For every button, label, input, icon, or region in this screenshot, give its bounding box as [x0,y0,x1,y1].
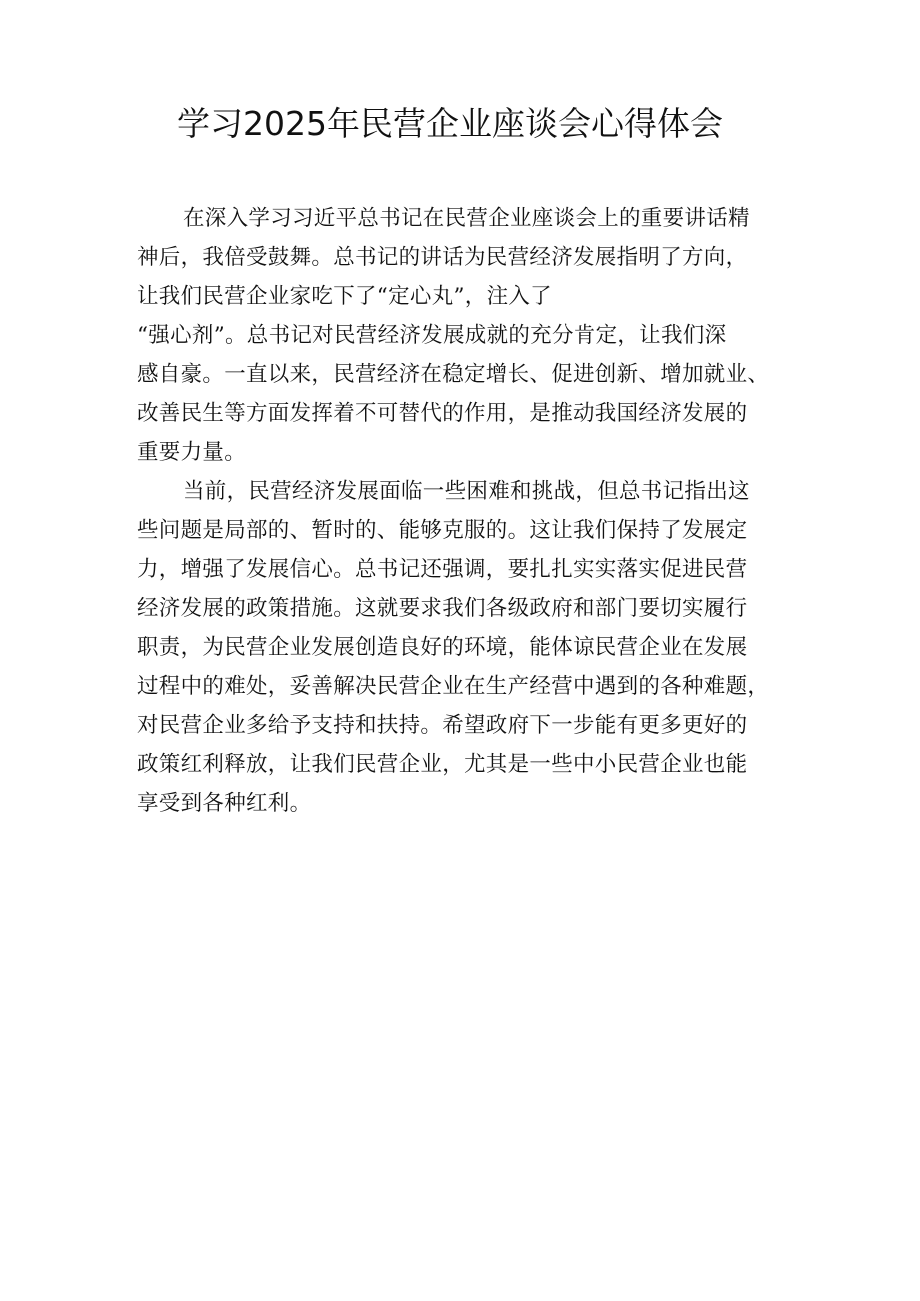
paragraph-line: 改善民生等方面发挥着不可替代的作用，是推动我国经济发展的 [137,401,748,426]
paragraph-line: 政策红利释放，让我们民营企业，尤其是一些中小民营企业也能 [137,752,748,777]
paragraph-line: 职责，为民营企业发展创造良好的环境，能体谅民营企业在发展 [137,635,748,660]
paragraph-line: 过程中的难处，妥善解决民营企业在生产经营中遇到的各种难题， [137,674,770,699]
paragraph-line: 让我们民营企业家吃下了“定心丸”，注入了 [137,284,552,309]
paragraph-line: 在深入学习习近平总书记在民营企业座谈会上的重要讲话精 [183,206,750,231]
paragraph-line: 对民营企业多给予支持和扶持。希望政府下一步能有更多更好的 [137,713,748,738]
paragraph-line: 感自豪。一直以来，民营经济在稳定增长、促进创新、增加就业、 [137,362,770,387]
paragraph-line: “强心剂”。总书记对民营经济发展成就的充分肯定，让我们深 [137,323,727,348]
paragraph-line: 当前，民营经济发展面临一些困难和挑战，但总书记指出这 [183,479,750,504]
document-body [137,199,807,823]
paragraph-1 [137,199,807,472]
paragraph-line: 经济发展的政策措施。这就要求我们各级政府和部门要切实履行 [137,596,748,621]
paragraph-2 [137,472,807,823]
page-title: 学习2025年民营企业座谈会心得体会 [177,104,723,143]
paragraph-line: 力，增强了发展信心。总书记还强调，要扎扎实实落实促进民营 [137,557,748,582]
paragraph-line: 重要力量。 [137,440,247,465]
paragraph-line: 享受到各种红利。 [137,791,312,816]
paragraph-line: 些问题是局部的、暂时的、能够克服的。这让我们保持了发展定 [137,518,748,543]
paragraph-line: 神后，我倍受鼓舞。总书记的讲话为民营经济发展指明了方向， [137,245,748,270]
